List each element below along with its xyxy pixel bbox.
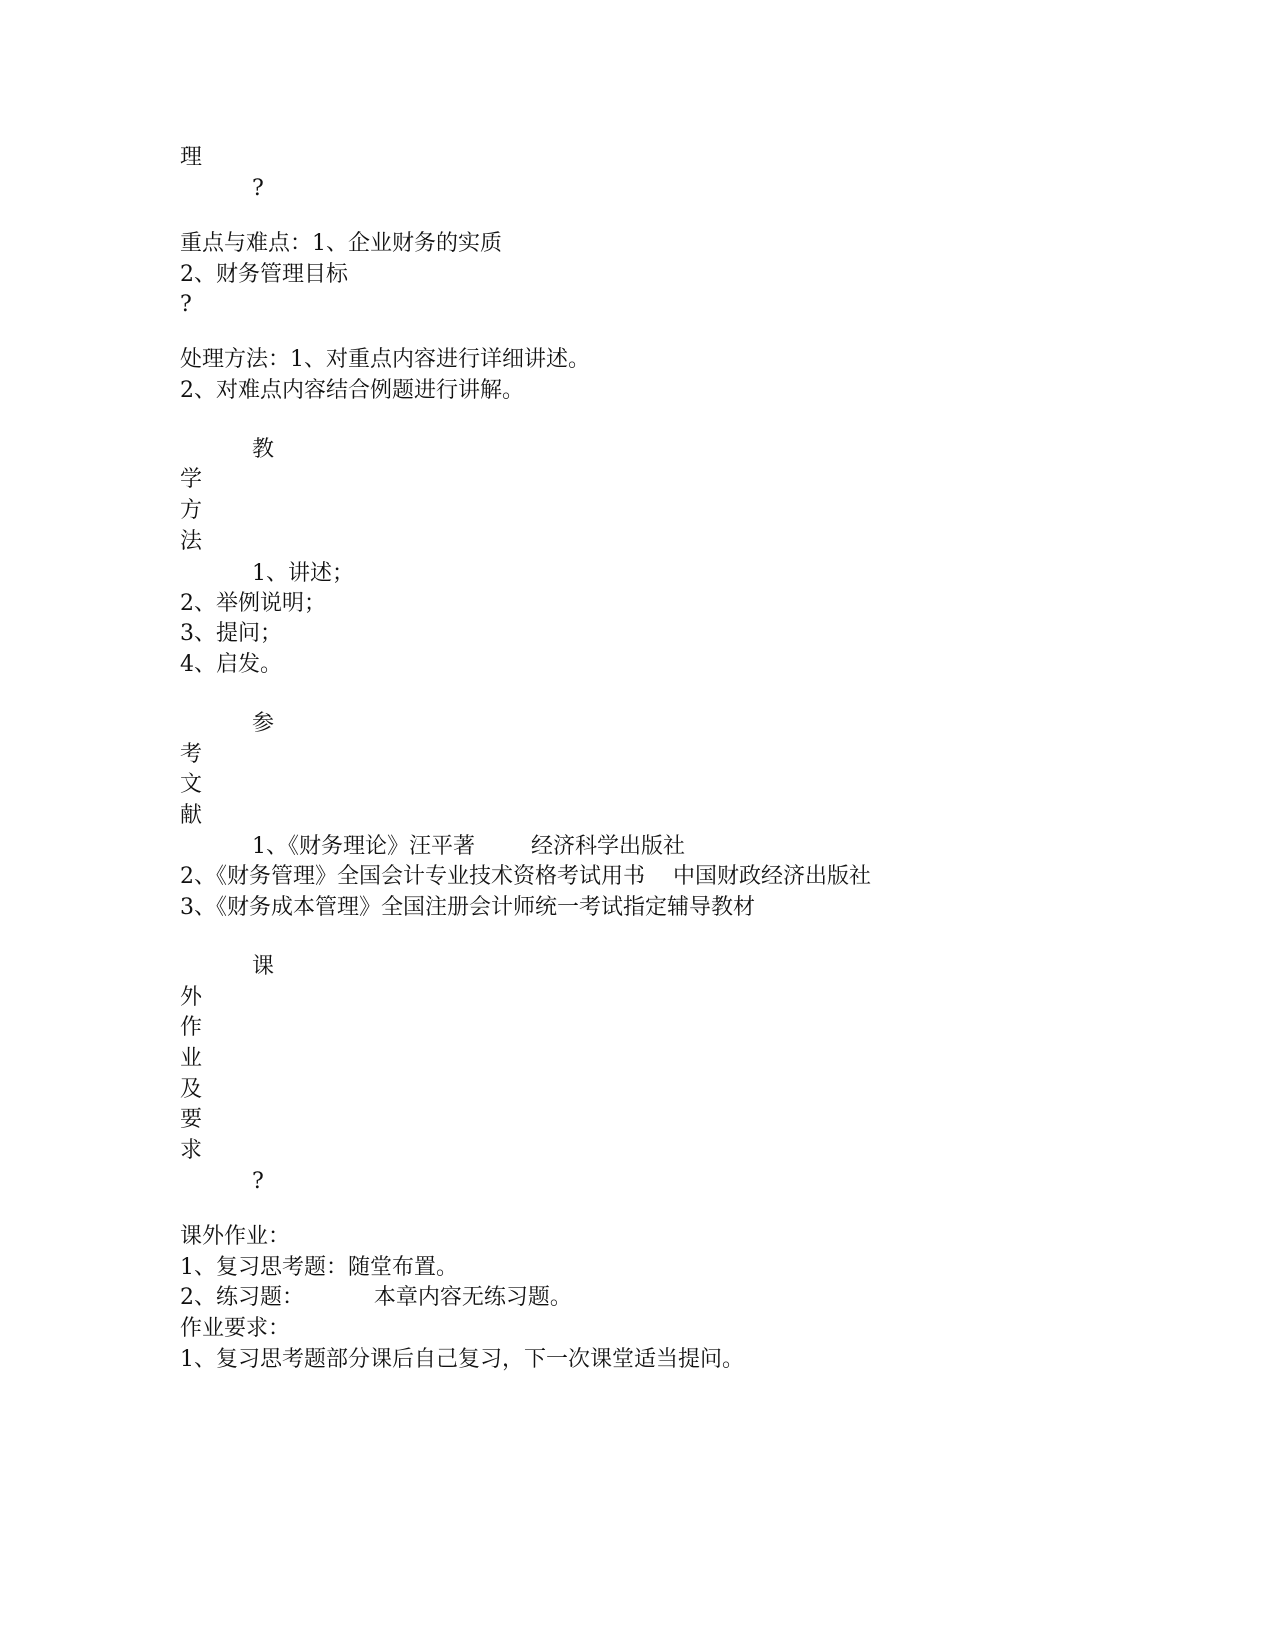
text-line: 2、对难点内容结合例题进行讲解。	[180, 378, 524, 403]
section-heading: 方	[180, 498, 203, 523]
text-line: 1、复习思考题部分课后自己复习，下一次课堂适当提问。	[180, 1347, 744, 1372]
section-heading: 及	[180, 1077, 203, 1102]
text-line: 理	[180, 145, 203, 170]
section-heading: 业	[180, 1046, 203, 1071]
section-heading: 外	[180, 985, 203, 1010]
text-line: 2、练习题： 本章内容无练习题。	[180, 1285, 572, 1310]
text-line: 3、《财务成本管理》全国注册会计师统一考试指定辅导教材	[180, 895, 755, 920]
text-line: 2、财务管理目标	[180, 262, 348, 287]
section-heading: 法	[180, 529, 203, 554]
text-line: 3、提问；	[180, 621, 282, 646]
text-line: ?	[252, 1169, 264, 1194]
text-line: 作业要求：	[180, 1316, 291, 1341]
text-line: 2、举例说明；	[180, 591, 326, 616]
section-heading: 学	[180, 467, 203, 492]
text-line: 处理方法：1、对重点内容进行详细讲述。	[180, 347, 590, 372]
text-line: 4、启发。	[180, 652, 282, 677]
section-heading: 献	[180, 803, 203, 828]
section-heading: 教	[252, 437, 275, 462]
section-heading: 参	[252, 711, 275, 736]
section-heading: 作	[180, 1015, 203, 1040]
text-line: 2、《财务管理》全国会计专业技术资格考试用书 中国财政经济出版社	[180, 864, 871, 889]
text-line: ?	[180, 292, 192, 317]
text-line: 重点与难点：1、企业财务的实质	[180, 231, 502, 256]
text-line: ?	[252, 176, 264, 201]
section-heading: 课	[252, 954, 275, 979]
section-heading: 求	[180, 1138, 203, 1163]
section-heading: 考	[180, 742, 203, 767]
section-heading: 要	[180, 1107, 203, 1132]
section-heading: 文	[180, 772, 203, 797]
text-line: 1、讲述；	[252, 561, 354, 586]
text-line: 1、《财务理论》汪平著 经济科学出版社	[252, 834, 685, 859]
text-line: 课外作业：	[180, 1224, 291, 1249]
text-line: 1、复习思考题：随堂布置。	[180, 1255, 458, 1280]
